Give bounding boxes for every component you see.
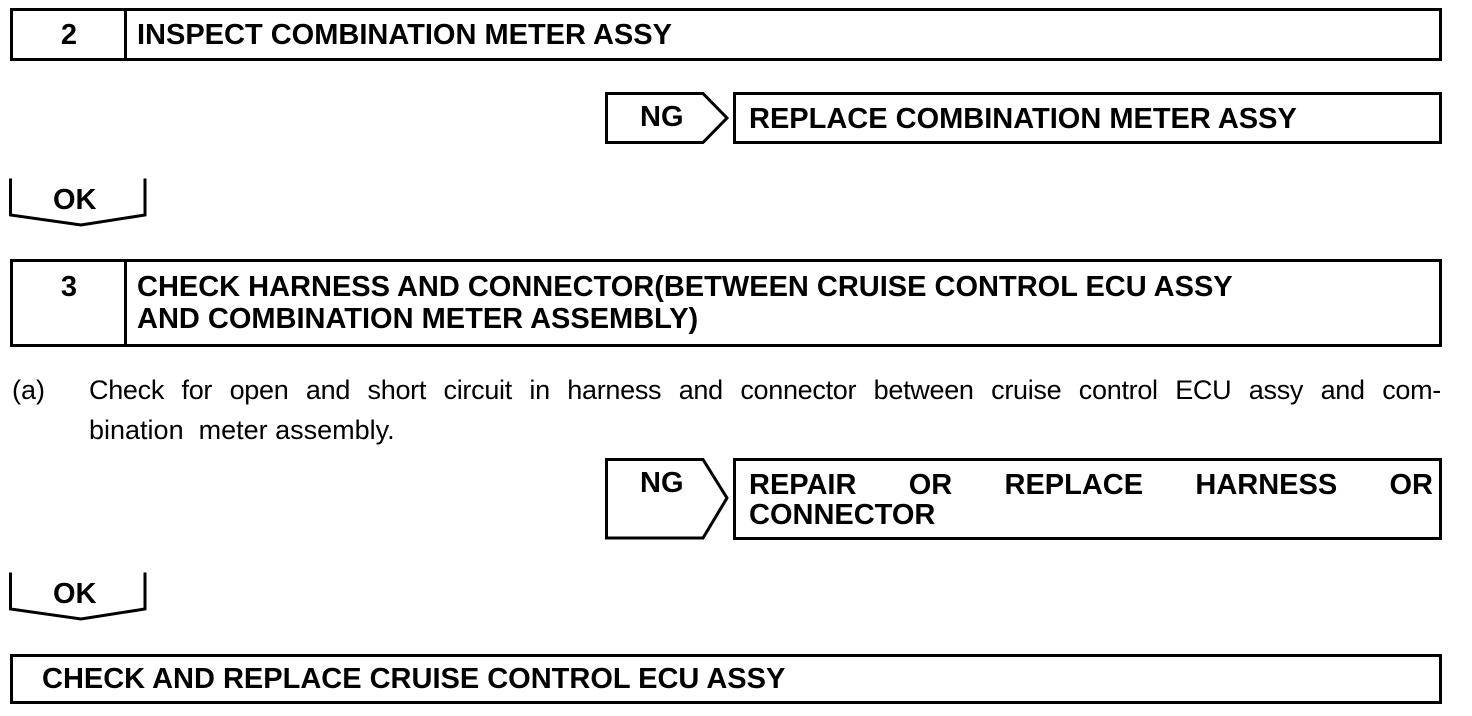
step-number: 3 (60, 271, 78, 303)
ng-action-word: OR (1389, 469, 1433, 501)
ok-label: OK (53, 578, 97, 610)
divider (124, 11, 127, 58)
ng-label: NG (640, 467, 684, 499)
step-2-header (10, 8, 1442, 61)
final-step-title: CHECK AND REPLACE CRUISE CONTROL ECU ASSY (42, 663, 786, 695)
ng-action-word: REPAIR (749, 469, 857, 501)
ng-action-word: HARNESS (1195, 469, 1338, 501)
ng-action-line-2: CONNECTOR (749, 499, 936, 531)
ok-label: OK (53, 184, 97, 216)
final-step-box (10, 654, 1442, 704)
step-title: INSPECT COMBINATION METER ASSY (137, 19, 672, 51)
step-title-line-1: CHECK HARNESS AND CONNECTOR(BETWEEN CRUISE CONTROL ECU ASSY (137, 271, 1233, 303)
step-number: 2 (60, 19, 78, 51)
step-3-header (10, 259, 1442, 347)
ng-action-word: OR (908, 469, 953, 501)
ng-action-text: REPLACE COMBINATION METER ASSY (749, 103, 1297, 135)
ng-action-line-1 (749, 469, 1433, 501)
instruction-marker: (a) (12, 375, 45, 405)
ng-action-box (733, 458, 1442, 540)
ng-action-box (733, 92, 1442, 144)
instruction-line-1: Check for open and short circuit in harness and connector between cruise control ECU assy and com- (89, 375, 1441, 405)
step-title-line-2: AND COMBINATION METER ASSEMBLY) (137, 303, 699, 335)
divider (124, 262, 127, 344)
instruction-line-2: bination meter assembly. (89, 415, 395, 445)
ng-label: NG (640, 101, 684, 133)
ng-action-word: REPLACE (1004, 469, 1144, 501)
